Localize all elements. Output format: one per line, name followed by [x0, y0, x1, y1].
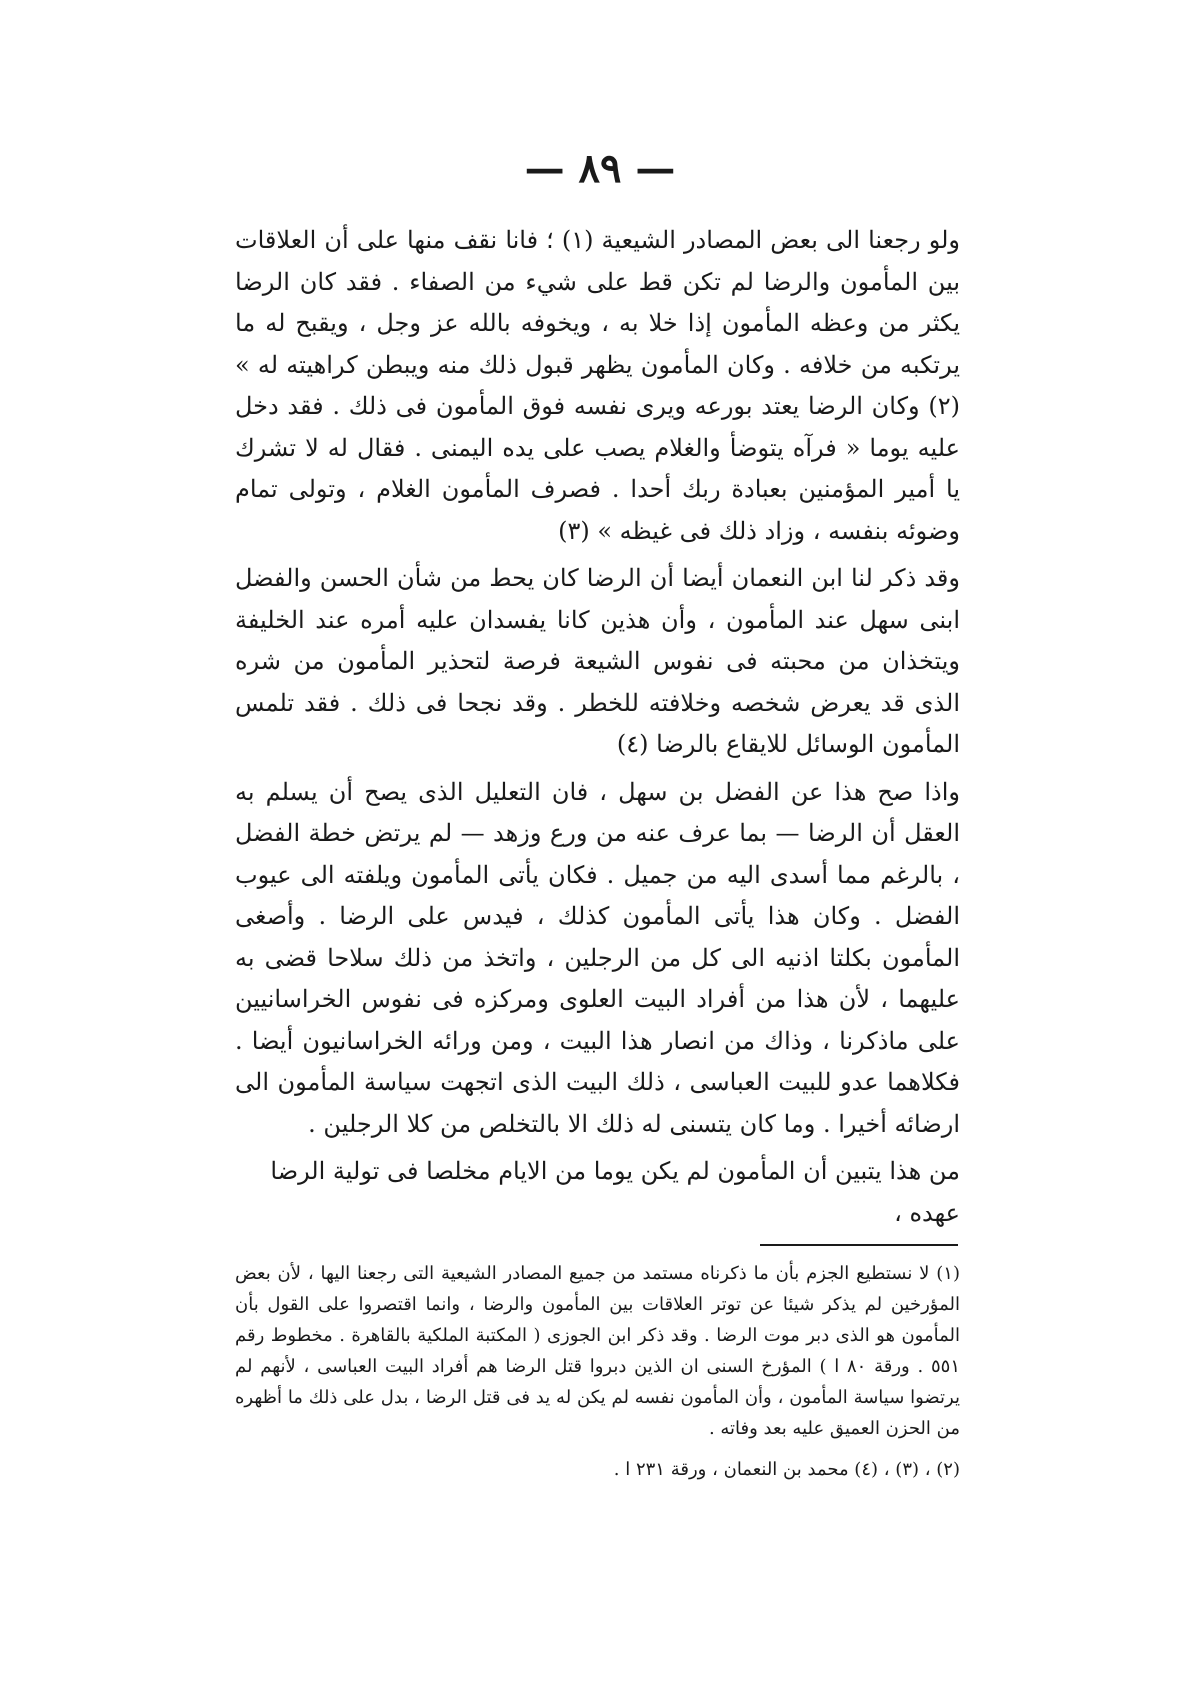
paragraph-4: من هذا يتبين أن المأمون لم يكن يوما من الايام مخلصا فى تولية الرضا عهده ،: [270, 1157, 960, 1227]
footnotes: [235, 1258, 960, 1485]
footnote-separator: [760, 1244, 958, 1246]
page-number: — ٨٩ —: [524, 145, 676, 192]
footnote-2: (٢) ، (٣) ، (٤) محمد بن النعمان ، ورقة ٢٣١ ا .: [613, 1459, 960, 1480]
paragraph-3: واذا صح هذا عن الفضل بن سهل ، فان التعليل الذى يصح أن يسلم به العقل أن الرضا — بما عرف عنه من ورع وزهد — لم يرتض خطة الفضل ، بالرغم مما أسدى اليه من جميل . فكان يأتى المأمون ويلفته الى عيوب الفضل . وكان هذا يأتى المأمون كذلك ، فيدس على الرضا . وأصغى المأمون بكلتا اذنيه الى كل من الرجلين ، واتخذ من ذلك سلاحا قضى به عليهما ، لأن هذا من أفراد البيت العلوى ومركزه فى نفوس الخراسانيين على ماذكرنا ، وذاك من انصار هذا البيت ، ومن ورائه الخراسانيون أيضا . فكلاهما عدو للبيت العباسى ، ذلك البيت الذى اتجهت سياسة المأمون الى ارضائه أخيرا . وما كان يتسنى له ذلك الا بالتخلص من كلا الرجلين .: [235, 777, 961, 1138]
paragraph-2: وقد ذكر لنا ابن النعمان أيضا أن الرضا كان يحط من شأن الحسن والفضل ابنى سهل عند المأمون ، وأن هذين كانا يفسدان عليه أمره عند الخليفة ويتخذان من محبته فى نفوس الشيعة فرصة لتحذير المأمون من شره الذى قد يعرض شخصه وخلافته للخطر . وقد نجحا فى ذلك . فقد تلمس المأمون الوسائل للايقاع بالرضا (٤): [235, 564, 960, 758]
footnote-1: (١) لا نستطيع الجزم بأن ما ذكرناه مستمد من جميع المصادر الشيعية التى رجعنا اليها ، لأن بعض المؤرخين لم يذكر شيئا عن توتر العلاقات بين المأمون والرضا ، وانما اقتصروا على القول بأن المأمون هو الذى دبر موت الرضا . وقد ذكر ابن الجوزى ( المكتبة الملكية بالقاهرة . مخطوط رقم ٥٥١ . ورقة ٨٠ ا ) المؤرخ السنى ان الذين دبروا قتل الرضا هم أفراد البيت العباسى ، لأنهم لم يرتضوا سياسة المأمون ، وأن المأمون نفسه لم يكن له يد فى قتل الرضا ، بدل على ذلك ما أظهره من الحزن العميق عليه بعد وفاته .: [235, 1263, 961, 1439]
main-text: [235, 220, 960, 1240]
paragraph-1: ولو رجعنا الى بعض المصادر الشيعية (١) ؛ فانا نقف منها على أن العلاقات بين المأمون والرضا لم تكن قط على شيء من الصفاء . فقد كان الرضا يكثر من وعظه المأمون إذا خلا به ، ويخوفه بالله عز وجل ، ويقبح له ما يرتكبه من خلافه . وكان المأمون يظهر قبول ذلك منه ويبطن كراهيته له » (٢) وكان الرضا يعتد بورعه ويرى نفسه فوق المأمون فى ذلك . فقد دخل عليه يوما « فرآه يتوضأ والغلام يصب على يده اليمنى . فقال له لا تشرك يا أمير المؤمنين بعبادة ربك أحدا . فصرف المأمون الغلام ، وتولى تمام وضوئه بنفسه ، وزاد ذلك فى غيظه » (٣): [235, 226, 960, 545]
